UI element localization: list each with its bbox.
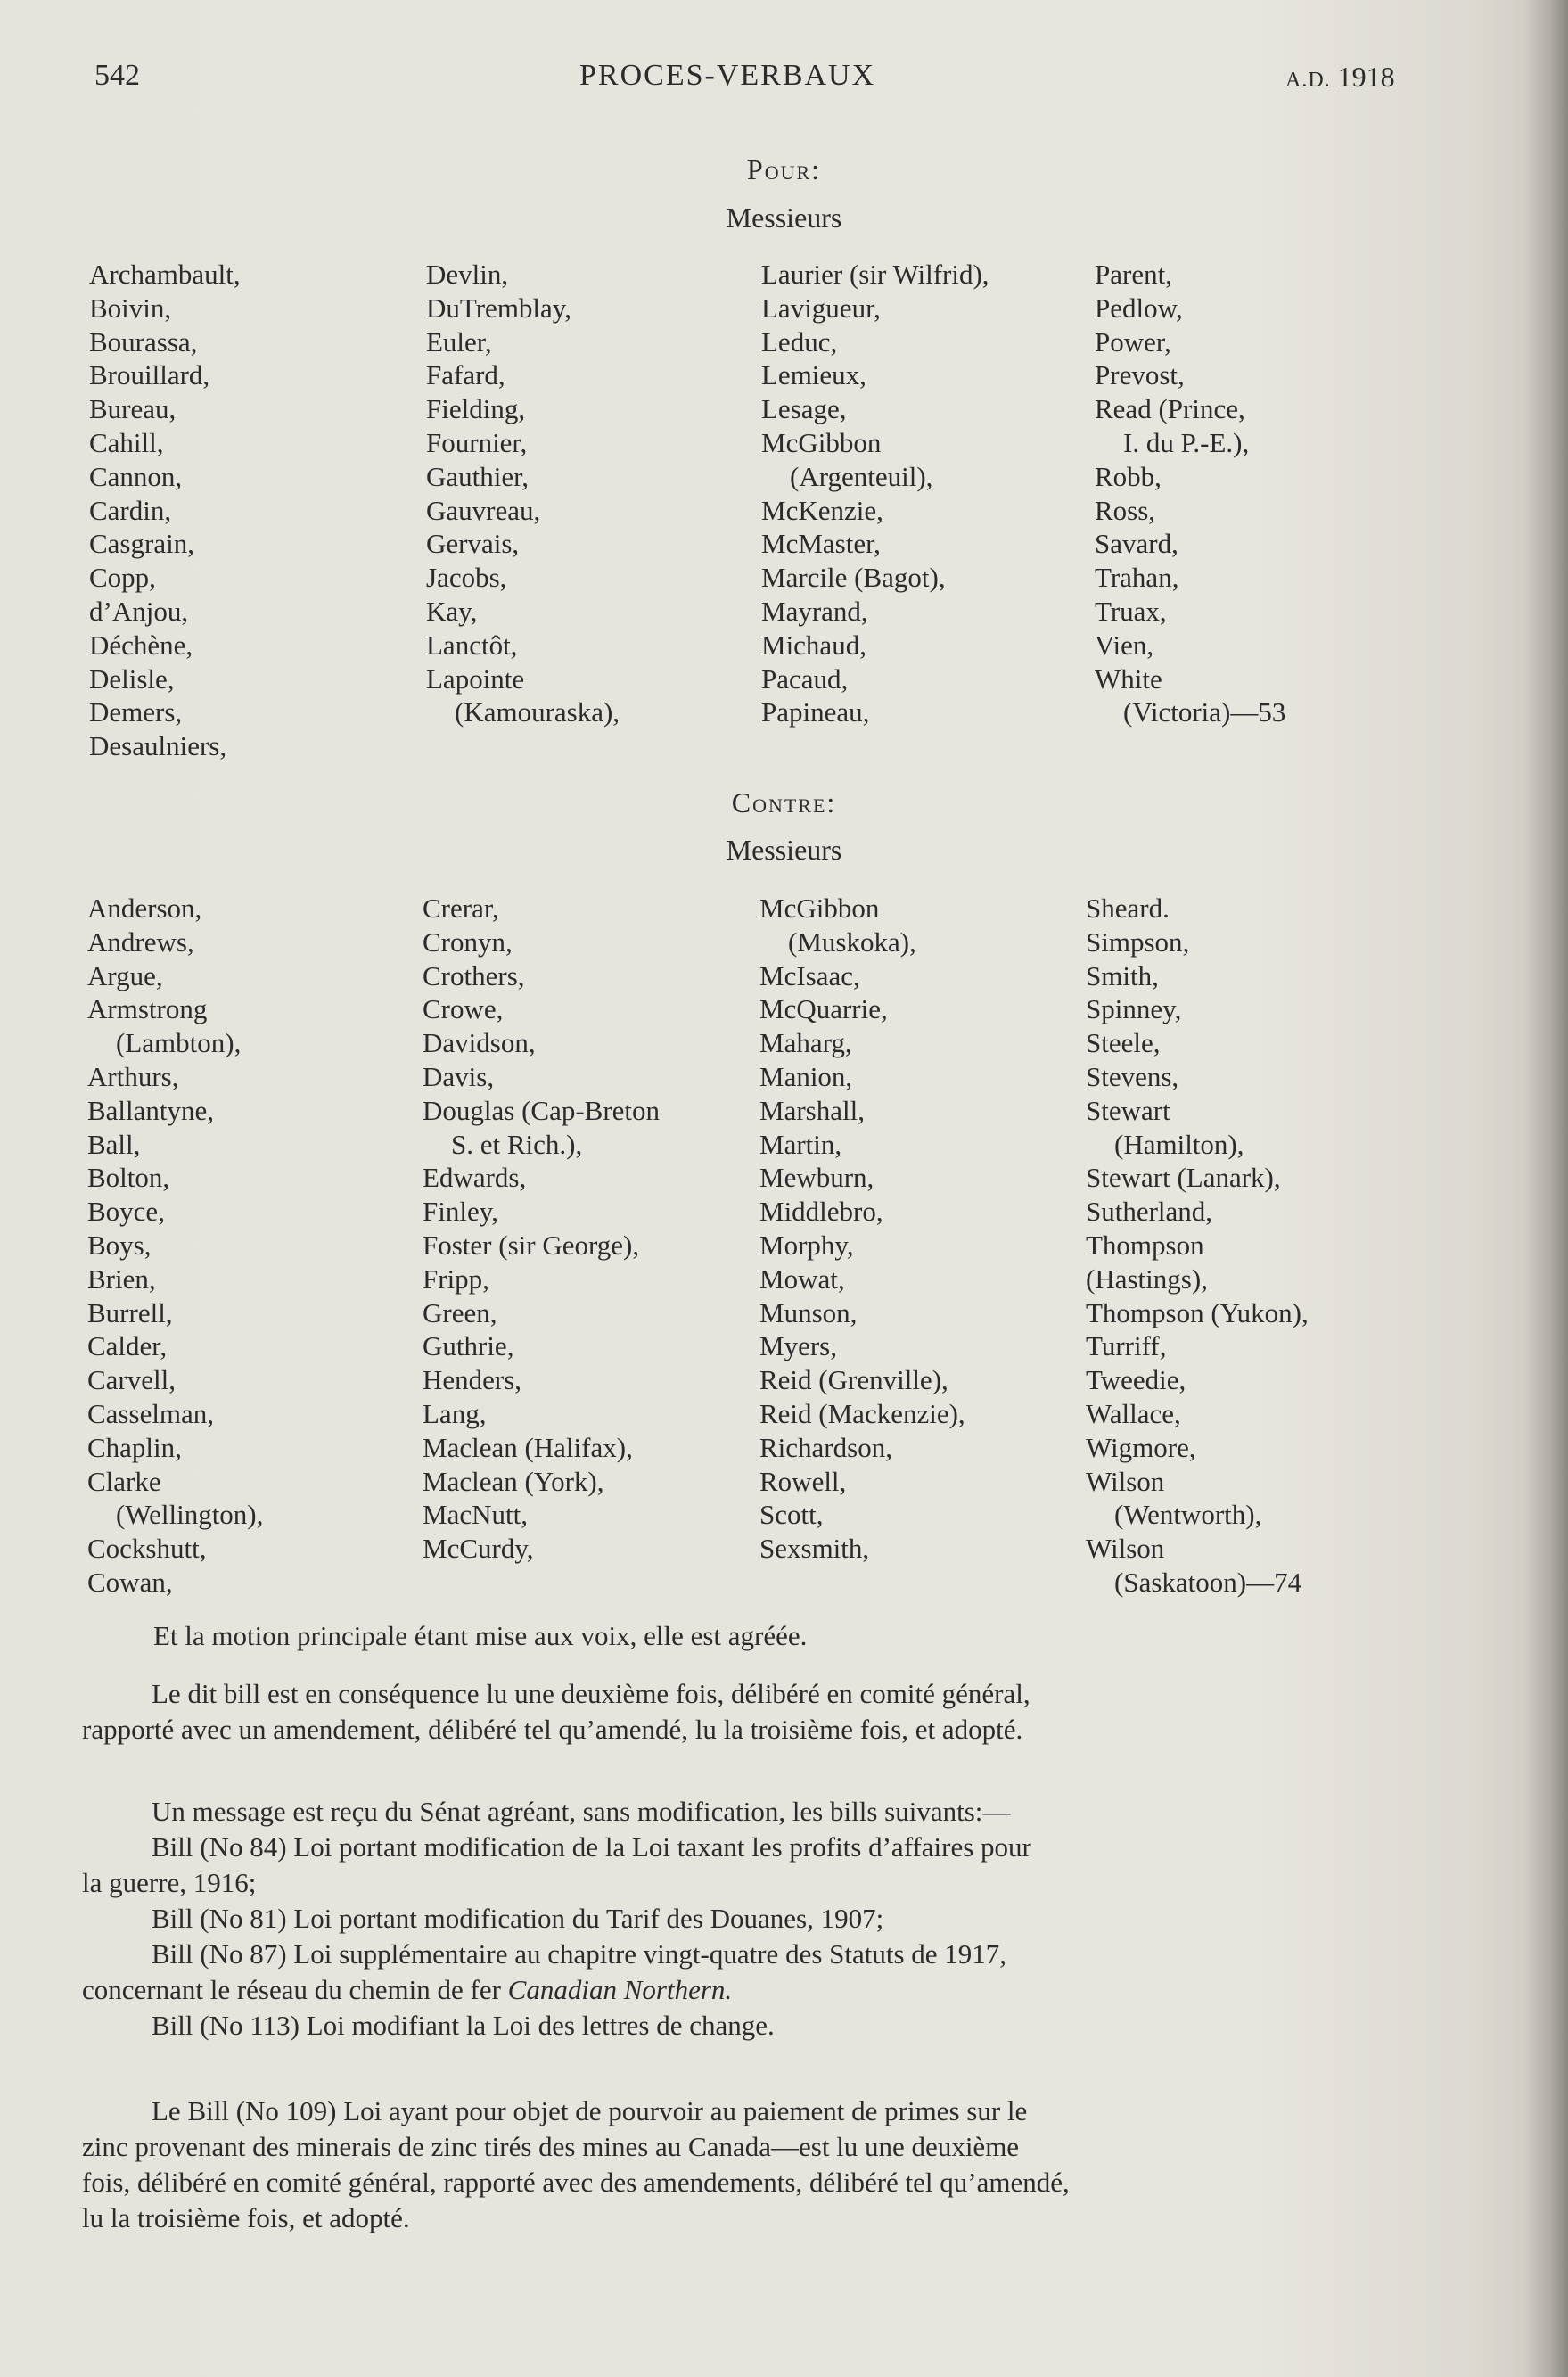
member-name: Armstrong bbox=[87, 993, 208, 1025]
member-name: Cronyn, bbox=[423, 925, 513, 958]
member-name: Gervais, bbox=[426, 528, 520, 560]
member-name: Argue, bbox=[87, 959, 163, 991]
member-name: Crowe, bbox=[423, 993, 504, 1025]
member-name: (Muskoka), bbox=[788, 925, 916, 958]
member-name: Lapointe bbox=[426, 662, 525, 695]
member-name: (Lambton), bbox=[116, 1027, 242, 1059]
member-name: Truax, bbox=[1095, 595, 1167, 627]
member-name: Lang, bbox=[423, 1397, 487, 1429]
member-name: McIsaac, bbox=[759, 959, 860, 991]
member-name: McMaster, bbox=[761, 528, 881, 560]
member-name: Wilson bbox=[1086, 1465, 1165, 1497]
member-name: Lemieux, bbox=[761, 359, 866, 391]
member-name: Pedlow, bbox=[1095, 292, 1183, 324]
bill-adopted-paragraph bbox=[82, 1676, 1410, 1748]
member-name: Sheard. bbox=[1086, 892, 1170, 924]
member-name: Wilson bbox=[1086, 1533, 1165, 1565]
member-name: Lanctôt, bbox=[426, 629, 518, 661]
member-name: (Hamilton), bbox=[1114, 1128, 1244, 1160]
member-name: Rowell, bbox=[759, 1465, 847, 1497]
member-name: Maclean (York), bbox=[423, 1465, 604, 1497]
member-name: Wallace, bbox=[1086, 1397, 1181, 1429]
bill-109-line-4: lu la troisième fois, et adopté. bbox=[82, 2202, 410, 2233]
bill-113: Bill (No 113) Loi modifiant la Loi des lettres de change. bbox=[152, 2010, 775, 2041]
member-name: Maharg, bbox=[759, 1027, 852, 1059]
member-name: Savard, bbox=[1095, 528, 1178, 560]
page-edge-shadow bbox=[1523, 0, 1568, 2377]
bill-84-line-2: la guerre, 1916; bbox=[82, 1867, 257, 1898]
bill-adopted-line-1: Le dit bill est en conséquence lu une deuxième fois, délibéré en comité général, bbox=[152, 1678, 1030, 1709]
member-name: Lesage, bbox=[761, 393, 847, 425]
pour-column-1 bbox=[89, 258, 241, 763]
member-name: Marshall, bbox=[759, 1094, 865, 1126]
member-name: Cardin, bbox=[89, 494, 172, 526]
bill-87-railway-name: Canadian Northern. bbox=[507, 1974, 733, 2005]
member-name: Ballantyne, bbox=[87, 1094, 215, 1126]
member-name: (Wentworth), bbox=[1114, 1499, 1262, 1531]
member-name: Simpson, bbox=[1086, 925, 1190, 958]
contre-column-1 bbox=[87, 892, 263, 1600]
member-name: Fafard, bbox=[426, 359, 505, 391]
member-name: Manion, bbox=[759, 1060, 853, 1092]
member-name: Devlin, bbox=[426, 259, 509, 290]
contre-heading: Contre: bbox=[731, 786, 837, 818]
member-name: Bourassa, bbox=[89, 325, 198, 358]
pour-column-4 bbox=[1095, 258, 1285, 729]
member-name: Foster (sir George), bbox=[423, 1229, 640, 1261]
member-name: S. et Rich.), bbox=[451, 1128, 583, 1160]
member-name: Boyce, bbox=[87, 1196, 165, 1228]
member-name: Morphy, bbox=[759, 1229, 854, 1261]
member-name: Middlebro, bbox=[759, 1196, 883, 1228]
member-name: Henders, bbox=[423, 1364, 522, 1396]
member-name: Vien, bbox=[1095, 629, 1154, 661]
member-name: Ross, bbox=[1095, 494, 1156, 526]
page-header bbox=[0, 59, 1568, 103]
member-name: Turriff, bbox=[1086, 1330, 1167, 1362]
member-name: Clarke bbox=[87, 1465, 161, 1497]
member-name: Ball, bbox=[87, 1128, 141, 1160]
member-name: Spinney, bbox=[1086, 993, 1182, 1025]
member-name: Casgrain, bbox=[89, 528, 194, 560]
member-name: Finley, bbox=[423, 1196, 498, 1228]
pour-column-3 bbox=[761, 258, 989, 729]
member-name: Archambault, bbox=[89, 259, 241, 290]
member-name: Déchène, bbox=[89, 629, 193, 661]
member-name: Desaulniers, bbox=[89, 730, 227, 762]
member-name: Edwards, bbox=[423, 1162, 527, 1194]
member-name: Reid (Grenville), bbox=[759, 1364, 948, 1396]
member-name: Sexsmith, bbox=[759, 1533, 870, 1565]
member-name: Davidson, bbox=[423, 1027, 536, 1059]
pour-heading: Pour: bbox=[746, 153, 822, 185]
member-name: Gauthier, bbox=[426, 460, 529, 492]
bill-109-paragraph bbox=[82, 2093, 1410, 2236]
member-name: White bbox=[1095, 662, 1162, 695]
member-name: Davis, bbox=[423, 1060, 495, 1092]
member-name: DuTremblay, bbox=[426, 292, 572, 324]
bill-84-line-1: Bill (No 84) Loi portant modification de la Loi taxant les profits d’affaires pour bbox=[152, 1831, 1031, 1863]
year-label bbox=[1285, 61, 1395, 94]
member-name: Thompson (Yukon), bbox=[1086, 1296, 1309, 1328]
member-name: Chaplin, bbox=[87, 1431, 182, 1463]
member-name: McKenzie, bbox=[761, 494, 883, 526]
member-name: Green, bbox=[423, 1296, 497, 1328]
bill-87-line-1: Bill (No 87) Loi supplémentaire au chapitre vingt-quatre des Statuts de 1917, bbox=[152, 1938, 1007, 1970]
member-name: Cannon, bbox=[89, 460, 183, 492]
senate-intro: Un message est reçu du Sénat agréant, sans modification, les bills suivants:— bbox=[152, 1796, 1011, 1827]
member-name: Andrews, bbox=[87, 925, 194, 958]
member-name: Delisle, bbox=[89, 662, 175, 695]
member-name: Munson, bbox=[759, 1296, 858, 1328]
year-prefix: A.D. bbox=[1285, 69, 1331, 92]
member-name: MacNutt, bbox=[423, 1499, 528, 1531]
contre-column-2 bbox=[423, 892, 660, 1566]
member-name: Casselman, bbox=[87, 1397, 215, 1429]
member-name: Richardson, bbox=[759, 1431, 892, 1463]
member-name: Euler, bbox=[426, 325, 492, 358]
member-name: Bolton, bbox=[87, 1162, 170, 1194]
member-name: McGibbon bbox=[761, 426, 882, 458]
member-name: Jacobs, bbox=[426, 562, 507, 594]
member-name: Guthrie, bbox=[423, 1330, 514, 1362]
member-name: Thompson bbox=[1086, 1229, 1204, 1261]
bill-109-line-1: Le Bill (No 109) Loi ayant pour objet de pourvoir au paiement de primes sur le bbox=[152, 2095, 1028, 2126]
member-name: (Saskatoon)—74 bbox=[1114, 1566, 1302, 1598]
member-name: Boys, bbox=[87, 1229, 152, 1261]
pour-column-2 bbox=[426, 258, 620, 729]
member-name: Reid (Mackenzie), bbox=[759, 1397, 965, 1429]
member-name: Robb, bbox=[1095, 460, 1162, 492]
member-name: Cahill, bbox=[89, 426, 164, 458]
member-name: Burrell, bbox=[87, 1296, 173, 1328]
member-name: Stewart bbox=[1086, 1094, 1170, 1126]
member-name: Arthurs, bbox=[87, 1060, 179, 1092]
member-name: Fielding, bbox=[426, 393, 526, 425]
year-value: 1918 bbox=[1337, 61, 1395, 93]
member-name: Smith, bbox=[1086, 959, 1159, 991]
member-name: Parent, bbox=[1095, 259, 1172, 290]
member-name: Copp, bbox=[89, 562, 156, 594]
member-name: Stevens, bbox=[1086, 1060, 1179, 1092]
member-name: McGibbon bbox=[759, 892, 880, 924]
member-name: Marcile (Bagot), bbox=[761, 562, 946, 594]
member-name: Demers, bbox=[89, 696, 183, 728]
member-name: (Argenteuil), bbox=[790, 460, 933, 492]
senate-message-paragraph bbox=[82, 1794, 1410, 2044]
member-name: Calder, bbox=[87, 1330, 168, 1362]
member-name: (Kamouraska), bbox=[455, 696, 620, 728]
member-name: Crerar, bbox=[423, 892, 499, 924]
member-name: (Wellington), bbox=[116, 1499, 264, 1531]
member-name: McQuarrie, bbox=[759, 993, 888, 1025]
member-name: Brouillard, bbox=[89, 359, 210, 391]
member-name: Cockshutt, bbox=[87, 1533, 207, 1565]
bill-109-line-2: zinc provenant des minerais de zinc tirés des mines au Canada—est lu une deuxième bbox=[82, 2131, 1020, 2162]
member-name: Fournier, bbox=[426, 426, 528, 458]
member-name: I. du P.-E.), bbox=[1123, 426, 1250, 458]
member-name: Leduc, bbox=[761, 325, 838, 358]
member-name: Boivin, bbox=[89, 292, 172, 324]
member-name: Maclean (Halifax), bbox=[423, 1431, 633, 1463]
member-name: (Hastings), bbox=[1086, 1263, 1208, 1295]
member-name: Kay, bbox=[426, 595, 478, 627]
bill-87-line-2 bbox=[82, 1972, 1410, 2008]
member-name: Crothers, bbox=[423, 959, 525, 991]
member-name: Sutherland, bbox=[1086, 1196, 1213, 1228]
member-name: Bureau, bbox=[89, 393, 177, 425]
contre-subheading: Messieurs bbox=[726, 834, 842, 866]
member-name: Prevost, bbox=[1095, 359, 1185, 391]
member-name: Douglas (Cap-Breton bbox=[423, 1094, 661, 1126]
member-name: Read (Prince, bbox=[1095, 393, 1245, 425]
member-name: Stewart (Lanark), bbox=[1086, 1162, 1281, 1194]
member-name: McCurdy, bbox=[423, 1533, 534, 1565]
member-name: Lavigueur, bbox=[761, 292, 881, 324]
member-name: Brien, bbox=[87, 1263, 156, 1295]
member-name: Michaud, bbox=[761, 629, 866, 661]
member-name: Papineau, bbox=[761, 696, 870, 728]
bill-109-line-3: fois, délibéré en comité général, rapporté avec des amendements, délibéré tel qu’amendé, bbox=[82, 2167, 1070, 2198]
member-name: Anderson, bbox=[87, 892, 202, 924]
member-name: Cowan, bbox=[87, 1566, 173, 1598]
member-name: Laurier (sir Wilfrid), bbox=[761, 259, 989, 290]
motion-paragraph bbox=[82, 1618, 1410, 1654]
bill-87-line-2-text: concernant le réseau du chemin de fer bbox=[82, 1974, 501, 2005]
member-name: (Victoria)—53 bbox=[1123, 696, 1286, 728]
member-name: Fripp, bbox=[423, 1263, 489, 1295]
member-name: Myers, bbox=[759, 1330, 837, 1362]
member-name: Trahan, bbox=[1095, 562, 1179, 594]
bill-81: Bill (No 81) Loi portant modification du Tarif des Douanes, 1907; bbox=[152, 1903, 884, 1934]
member-name: Steele, bbox=[1086, 1027, 1161, 1059]
motion-text: Et la motion principale étant mise aux voix, elle est agréée. bbox=[153, 1620, 808, 1651]
member-name: Tweedie, bbox=[1086, 1364, 1186, 1396]
contre-column-4 bbox=[1086, 892, 1309, 1600]
member-name: Mewburn, bbox=[759, 1162, 874, 1194]
member-name: d’Anjou, bbox=[89, 595, 189, 627]
running-title: PROCES-VERBAUX bbox=[579, 59, 876, 92]
pour-subheading: Messieurs bbox=[726, 202, 842, 234]
member-name: Scott, bbox=[759, 1499, 824, 1531]
contre-column-3 bbox=[759, 892, 965, 1566]
member-name: Gauvreau, bbox=[426, 494, 541, 526]
member-name: Carvell, bbox=[87, 1364, 176, 1396]
member-name: Mowat, bbox=[759, 1263, 845, 1295]
page-number: 542 bbox=[94, 59, 140, 92]
bill-adopted-line-2: rapporté avec un amendement, délibéré tel qu’amendé, lu la troisième fois, et adopté. bbox=[82, 1714, 1023, 1745]
member-name: Power, bbox=[1095, 325, 1171, 358]
member-name: Mayrand, bbox=[761, 595, 868, 627]
member-name: Pacaud, bbox=[761, 662, 849, 695]
member-name: Wigmore, bbox=[1086, 1431, 1196, 1463]
member-name: Martin, bbox=[759, 1128, 842, 1160]
